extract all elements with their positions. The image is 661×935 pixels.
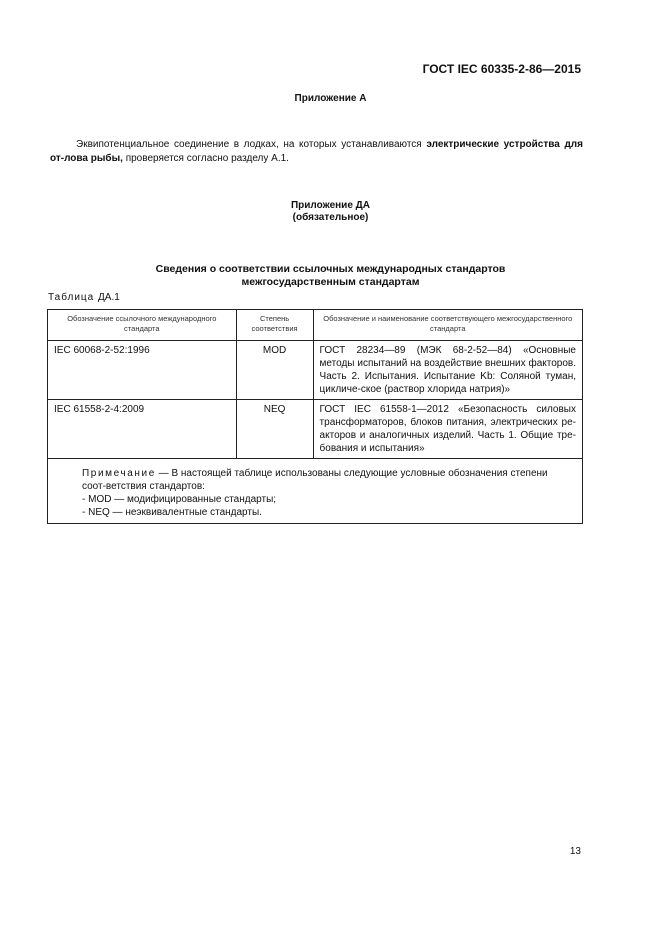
section-title-line2: межгосударственным стандартам [241,276,420,288]
page-number: 13 [569,846,581,857]
cell-degree: MOD [236,341,313,400]
document-code: ГОСТ IEC 60335-2-86—2015 [422,62,581,76]
standards-table [47,309,583,524]
note-item-mod: - MOD — модифицированные стандарты; [82,494,277,505]
appendix-a-title: Приложение А [294,93,367,104]
table-row [48,341,583,400]
header-international-standard: Обозначение ссылочного международного стандарта [48,310,237,341]
header-degree: Степень соответствия [236,310,313,341]
appendix-da-subtitle: (обязательное) [292,212,369,223]
table-note-row [48,459,583,524]
cell-national: ГОСТ IEC 61558-1—2012 «Безопасность силовых трансформаторов, блоков питания, электрических ре-акторов и аналогичных изделий. Часть 1. Общие тре-бования и испытания» [313,400,582,459]
cell-standard: IEC 60068-2-52:1996 [48,341,237,400]
table-note [48,459,583,524]
note-label: Примечание [82,468,156,479]
table-caption-number: ДА.1 [98,292,120,303]
appendix-da-title: Приложение ДА [290,200,371,211]
header-national-standard: Обозначение и наименование соответствующего межгосударственного стандарта [313,310,582,341]
table-caption [48,292,120,303]
note-text [58,467,574,493]
table-row [48,400,583,459]
appendix-a-paragraph [50,138,583,166]
appendix-a-text-after: проверяется согласно разделу А.1. [122,153,289,164]
appendix-a-text-before: Эквипотенциальное соединение в лодках, на которых устанавливаются [76,139,427,150]
section-title-line1: Сведения о соответствии ссылочных международных стандартов [155,263,506,275]
cell-degree: NEQ [236,400,313,459]
note-item-neq: - NEQ — неэквивалентные стандарты. [82,507,262,518]
table-header-row [48,310,583,341]
note-body: — В настоящей таблице использованы следующие условные обозначения степени соот-ветствия стандартов: [82,468,548,492]
cell-standard: IEC 61558-2-4:2009 [48,400,237,459]
appendix-a-text-bold: электрические устройства для от-лова рыбы, [50,139,583,164]
cell-national: ГОСТ 28234—89 (МЭК 68-2-52—84) «Основные методы испытаний на воздействие внешних факторов. Часть 2. Испытания. Испытание Kb: Соляной туман, цикличе-ское (раствор хлорида натрия)» [313,341,582,400]
table-caption-word: Таблица [48,292,95,303]
